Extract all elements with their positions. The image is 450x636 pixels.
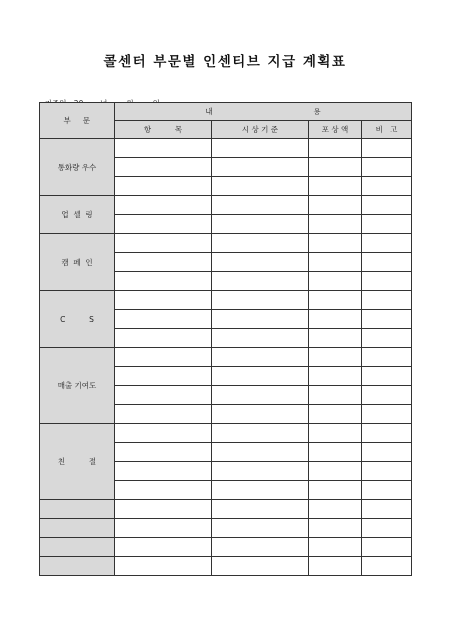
page-title: 콜센터 부문별 인센티브 지급 계획표 [103,54,347,70]
section-label: C S [40,291,115,348]
item-cell[interactable] [115,462,212,481]
table-row [40,500,412,519]
criteria-cell[interactable] [212,386,309,405]
remarks-cell[interactable] [362,253,412,272]
amount-cell[interactable] [309,253,362,272]
remarks-cell[interactable] [362,139,412,158]
criteria-cell[interactable] [212,234,309,253]
header-row [40,103,412,121]
table-row [40,424,412,443]
remarks-cell[interactable] [362,234,412,253]
remarks-cell[interactable] [362,500,412,519]
amount-cell[interactable] [309,462,362,481]
criteria-cell[interactable] [212,177,309,196]
criteria-cell[interactable] [212,500,309,519]
item-cell[interactable] [115,519,212,538]
section-label: 매출 기여도 [40,348,115,424]
criteria-cell[interactable] [212,291,309,310]
item-cell[interactable] [115,557,212,576]
table-row [40,291,412,310]
criteria-cell[interactable] [212,215,309,234]
item-cell[interactable] [115,158,212,177]
remarks-cell[interactable] [362,538,412,557]
amount-cell[interactable] [309,310,362,329]
item-cell[interactable] [115,424,212,443]
section-label-empty [40,557,115,576]
header-section-cell: 부 문 [40,103,115,139]
remarks-cell[interactable] [362,196,412,215]
amount-cell[interactable] [309,557,362,576]
item-cell[interactable] [115,291,212,310]
table-body [40,103,412,576]
section-label-empty [40,519,115,538]
amount-cell[interactable] [309,348,362,367]
criteria-cell[interactable] [212,367,309,386]
col-header-amount: 포 상 액 [309,121,362,139]
criteria-cell[interactable] [212,196,309,215]
table-row [40,519,412,538]
remarks-cell[interactable] [362,215,412,234]
criteria-cell[interactable] [212,443,309,462]
item-cell[interactable] [115,272,212,291]
amount-cell[interactable] [309,329,362,348]
criteria-cell[interactable] [212,557,309,576]
remarks-cell[interactable] [362,481,412,500]
col-header-item: 항 목 [115,121,212,139]
item-cell[interactable] [115,196,212,215]
table-row [40,538,412,557]
criteria-cell[interactable] [212,253,309,272]
amount-cell[interactable] [309,291,362,310]
remarks-cell[interactable] [362,405,412,424]
remarks-cell[interactable] [362,557,412,576]
item-cell[interactable] [115,481,212,500]
item-cell[interactable] [115,310,212,329]
amount-cell[interactable] [309,234,362,253]
item-cell[interactable] [115,405,212,424]
table-row [40,196,412,215]
section-label: 통화량 우수 [40,139,115,196]
item-cell[interactable] [115,329,212,348]
table-row [40,139,412,158]
criteria-cell[interactable] [212,424,309,443]
criteria-cell[interactable] [212,462,309,481]
remarks-cell[interactable] [362,424,412,443]
amount-cell[interactable] [309,272,362,291]
item-cell[interactable] [115,234,212,253]
col-header-remarks: 비 고 [362,121,412,139]
remarks-cell[interactable] [362,462,412,481]
remarks-cell[interactable] [362,519,412,538]
criteria-cell[interactable] [212,481,309,500]
table-row [40,557,412,576]
remarks-cell[interactable] [362,177,412,196]
remarks-cell[interactable] [362,310,412,329]
table-row [40,348,412,367]
criteria-cell[interactable] [212,329,309,348]
amount-cell[interactable] [309,443,362,462]
remarks-cell[interactable] [362,386,412,405]
item-cell[interactable] [115,215,212,234]
criteria-cell[interactable] [212,158,309,177]
header-content-cell [115,103,412,121]
remarks-cell[interactable] [362,272,412,291]
col-header-criteria: 시 상 기 준 [212,121,309,139]
item-cell[interactable] [115,348,212,367]
amount-cell[interactable] [309,405,362,424]
header-content-left: 내 [205,107,213,116]
remarks-cell[interactable] [362,291,412,310]
amount-cell[interactable] [309,481,362,500]
remarks-cell[interactable] [362,329,412,348]
amount-cell[interactable] [309,139,362,158]
remarks-cell[interactable] [362,158,412,177]
item-cell[interactable] [115,538,212,557]
header-content-right: 용 [313,107,321,116]
criteria-cell[interactable] [212,310,309,329]
criteria-cell[interactable] [212,405,309,424]
section-label-empty [40,500,115,519]
section-label-empty [40,538,115,557]
amount-cell[interactable] [309,158,362,177]
item-cell[interactable] [115,367,212,386]
item-cell[interactable] [115,139,212,158]
amount-cell[interactable] [309,386,362,405]
section-label: 친 절 [40,424,115,500]
amount-cell[interactable] [309,177,362,196]
amount-cell[interactable] [309,519,362,538]
criteria-cell[interactable] [212,272,309,291]
amount-cell[interactable] [309,367,362,386]
item-cell[interactable] [115,500,212,519]
section-label: 캠 페 인 [40,234,115,291]
table-row [40,234,412,253]
remarks-cell[interactable] [362,348,412,367]
remarks-cell[interactable] [362,443,412,462]
criteria-cell[interactable] [212,519,309,538]
amount-cell[interactable] [309,196,362,215]
amount-cell[interactable] [309,538,362,557]
section-label: 업 셀 링 [40,196,115,234]
item-cell[interactable] [115,253,212,272]
incentive-plan-table [39,102,412,576]
criteria-cell[interactable] [212,139,309,158]
item-cell[interactable] [115,443,212,462]
amount-cell[interactable] [309,424,362,443]
item-cell[interactable] [115,386,212,405]
amount-cell[interactable] [309,215,362,234]
criteria-cell[interactable] [212,348,309,367]
amount-cell[interactable] [309,500,362,519]
item-cell[interactable] [115,177,212,196]
criteria-cell[interactable] [212,538,309,557]
remarks-cell[interactable] [362,367,412,386]
